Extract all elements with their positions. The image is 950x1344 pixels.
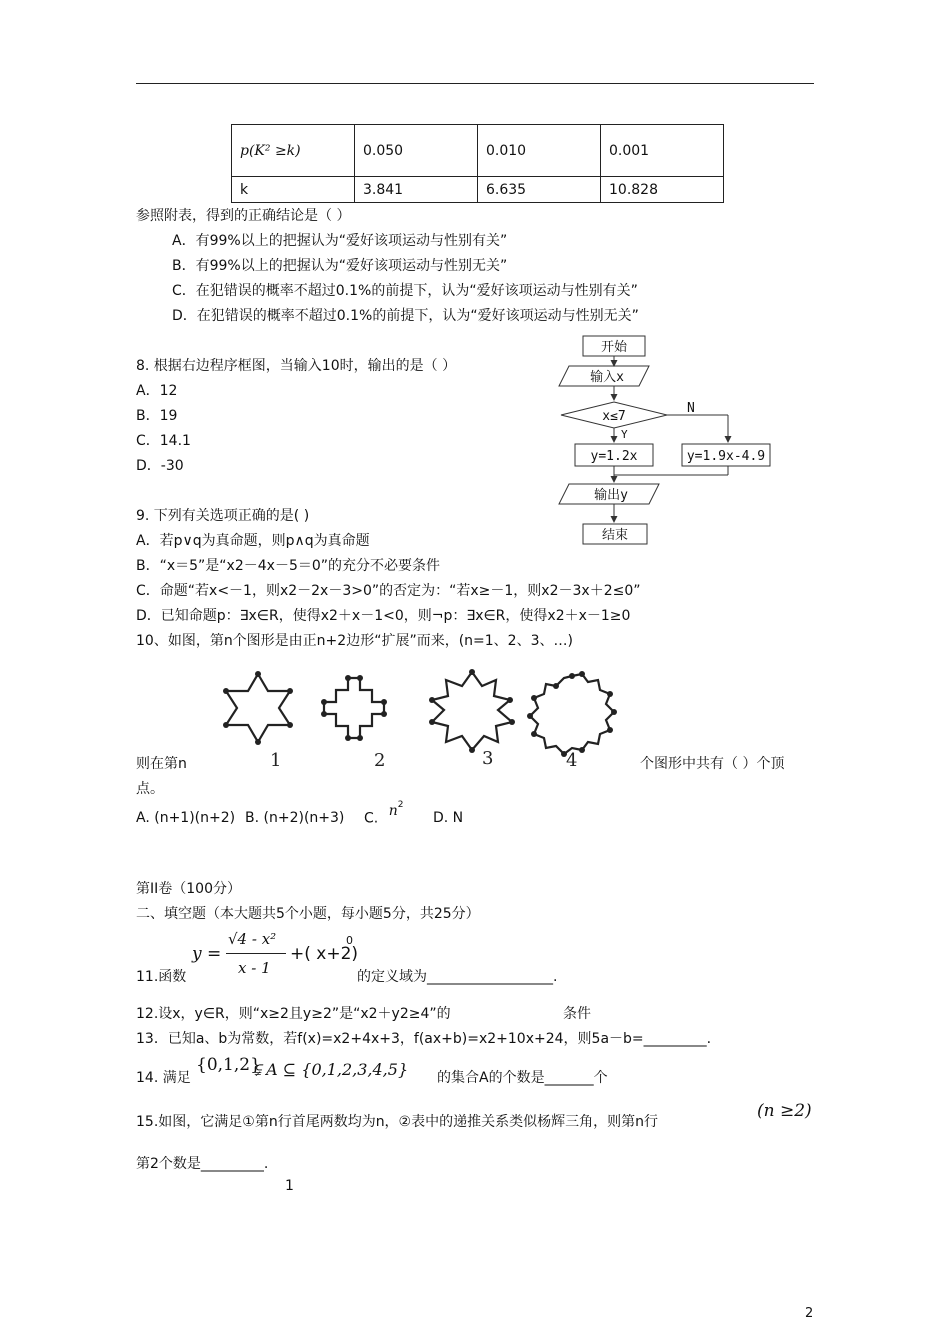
flowchart <box>555 332 775 548</box>
table-cell: 3.841 <box>355 177 478 203</box>
q13-text: 13．已知a、b为常数，若f(x)=x2+4x+3，f(ax+b)=x2+10x+24，则5a－b=_________. <box>136 1031 712 1047</box>
q9-option-d: D．已知命题p：∃x∈R，使得x2＋x－1<0，则¬p：∃x∈R，使得x2＋x－1≥0 <box>136 608 631 624</box>
page-number: 2 <box>805 1306 814 1321</box>
header-rule <box>136 83 814 84</box>
flow-yes-label: Y <box>621 428 628 441</box>
q9-option-a: A．若p∨q为真命题，则p∧q为真命题 <box>136 533 370 549</box>
part2-title: 第II卷（100分） <box>136 881 241 897</box>
table-cell: 0.001 <box>601 125 724 177</box>
q10-option-c: C. $n^2$ <box>364 800 404 827</box>
q11-denominator: x - 1 <box>238 959 271 977</box>
table-cell: 10.828 <box>601 177 724 203</box>
q10-line-right: 个图形中共有（ ）个顶 <box>640 756 785 772</box>
figure-label-2: 2 <box>374 750 386 771</box>
table-row-label: k <box>232 177 355 203</box>
q10-line2: 点。 <box>136 781 164 797</box>
figure-label-1: 1 <box>270 750 282 771</box>
table-cell: 0.010 <box>478 125 601 177</box>
figure-1-star <box>226 674 290 742</box>
q14-set1: {0,1,2} <box>196 1055 261 1075</box>
q8-option-d: D．-30 <box>136 458 184 474</box>
q10-option-c-sup: 2 <box>397 800 404 810</box>
table-cell: 0.050 <box>355 125 478 177</box>
q7-stem: 参照附表，得到的正确结论是（ ） <box>136 208 351 224</box>
q10-stem: 10、如图，第n个图形是由正n+2边形“扩展”而来，(n=1、2、3、…) <box>136 633 573 649</box>
q8-option-c: C．14.1 <box>136 433 191 449</box>
figure-label-3: 3 <box>482 748 494 769</box>
flow-input-text: 输入x <box>590 370 624 385</box>
q7-option-c: C．在犯错误的概率不超过0.1%的前提下，认为“爱好该项运动与性别有关” <box>172 283 638 299</box>
table-cell: 6.635 <box>478 177 601 203</box>
part2-section: 二、填空题（本大题共5个小题，每小题5分，共25分） <box>136 906 480 922</box>
figure-2-cross <box>324 678 384 738</box>
flow-output-text: 输出y <box>594 488 628 503</box>
q15-text: 15.如图，它满足①第n行首尾两数均为n，②表中的递推关系类似杨辉三角，则第n行 <box>136 1114 658 1130</box>
q7-option-d: D．在犯错误的概率不超过0.1%的前提下，认为“爱好该项运动与性别无关” <box>172 308 639 324</box>
figure-4-koch <box>530 674 614 754</box>
q8-option-b: B．19 <box>136 408 178 424</box>
q14-suffix: 的集合A的个数是_______个 <box>437 1070 608 1086</box>
q14-prefix: 14. 满足 <box>136 1070 191 1086</box>
flow-end-text: 结束 <box>601 528 629 543</box>
flow-right-text: y=1.9x-4.9 <box>686 449 766 464</box>
q15-condition: (n ≥2) <box>757 1101 812 1121</box>
q10-option-d: D. N <box>433 810 464 826</box>
flow-no-label: N <box>687 401 695 416</box>
q11-numerator: √4 - x² <box>228 930 277 948</box>
q10-option-c-math: n <box>388 802 398 819</box>
q12-text: 12.设x，y∈R，则“x≥2且y≥2”是“x2＋y2≥4”的 <box>136 1006 451 1022</box>
q11-y-eq: y = <box>192 944 222 964</box>
q15-triangle-first: 1 <box>285 1178 294 1194</box>
q9-option-c: C．命题“若x<－1，则x2－2x－3>0”的否定为：“若x≥－1，则x2－3x＋2≤0” <box>136 583 641 599</box>
flow-condition-text: x≤7 <box>602 409 626 424</box>
q7-option-b: B．有99%以上的把握认为“爱好该项运动与性别无关” <box>172 258 508 274</box>
q14-relation: ⫋ A ⊆ {0,1,2,3,4,5} <box>254 1060 409 1079</box>
reference-table <box>231 124 724 203</box>
q8-option-a: A．12 <box>136 383 178 399</box>
figure-3-koch <box>432 672 512 750</box>
q10-line-left: 则在第n <box>136 756 187 772</box>
q7-option-a: A．有99%以上的把握认为“爱好该项运动与性别有关” <box>172 233 508 249</box>
q11-plus-term: +( x+2) <box>290 944 359 964</box>
flow-start-text: 开始 <box>600 340 628 355</box>
flow-left-text: y=1.2x <box>590 449 638 464</box>
q15-line2: 第2个数是_________. <box>136 1156 269 1172</box>
q10-figures <box>210 668 630 772</box>
q11-exponent: 0 <box>346 934 353 947</box>
q11-suffix: 的定义域为__________________. <box>357 969 558 985</box>
table-header-label: p(K² ≥k) <box>232 125 355 177</box>
q9-option-b: B．“x＝5”是“x2－4x－5＝0”的充分不必要条件 <box>136 558 441 574</box>
q9-stem: 9. 下列有关选项正确的是( ) <box>136 508 310 524</box>
q11-formula <box>192 926 357 986</box>
q10-option-a: A. (n+1)(n+2) <box>136 810 236 826</box>
q12-blank-end: 条件 <box>563 1006 591 1022</box>
q10-option-b: B. (n+2)(n+3) <box>245 810 345 826</box>
q11-fraction-bar <box>226 953 286 954</box>
q11-prefix: 11.函数 <box>136 969 187 985</box>
q8-stem: 8. 根据右边程序框图，当输入10时，输出的是（ ） <box>136 358 457 374</box>
figure-label-4: 4 <box>566 750 578 771</box>
